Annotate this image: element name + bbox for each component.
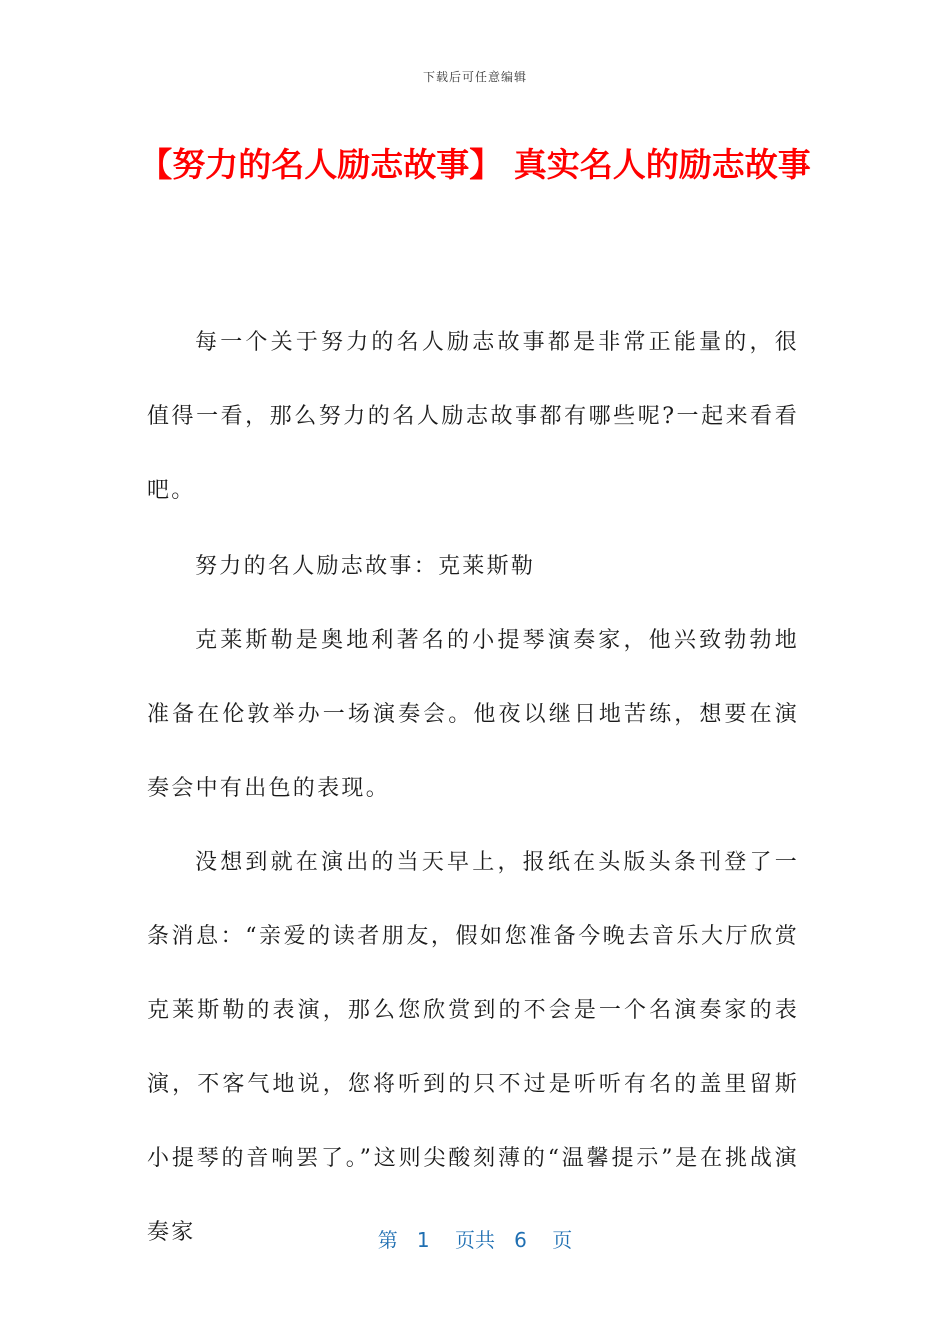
page-middle: 页共 — [455, 1228, 495, 1252]
header-note: 下载后可任意编辑 — [422, 70, 527, 84]
page-footer — [0, 1224, 950, 1253]
story-section — [147, 530, 799, 1270]
total-pages-number: 6 — [514, 1228, 527, 1252]
page-suffix: 页 — [552, 1228, 573, 1252]
story-paragraph-1: 克莱斯勒是奥地利著名的小提琴演奏家，他兴致勃勃地准备在伦敦举办一场演奏会。他夜以继日地苦练，想要在演奏会中有出色的表现。 — [147, 628, 799, 801]
page-prefix: 第 — [377, 1228, 398, 1252]
intro-block — [147, 306, 799, 528]
current-page-number: 1 — [416, 1228, 430, 1252]
story-paragraph-2: 没想到就在演出的当天早上，报纸在头版头条刊登了一条消息：“亲爱的读者朋友，假如您准备今晚去音乐大厅欣赏克莱斯勒的表演，那么您欣赏到的不会是一个名演奏家的表演，不客气地说，您将听到的只不过是听听有名的盖里留斯小提琴的音响罢了。”这则尖酸刻薄的“温馨提示”是在挑战演奏家 — [147, 850, 799, 1245]
section-heading: 努力的名人励志故事：克莱斯勒 — [195, 554, 536, 579]
document-title: 【努力的名人励志故事】 真实名人的励志故事 — [139, 145, 811, 184]
intro-paragraph: 每一个关于努力的名人励志故事都是非常正能量的，很值得一看，那么努力的名人励志故事都有哪些呢?一起来看看吧。 — [147, 330, 799, 503]
